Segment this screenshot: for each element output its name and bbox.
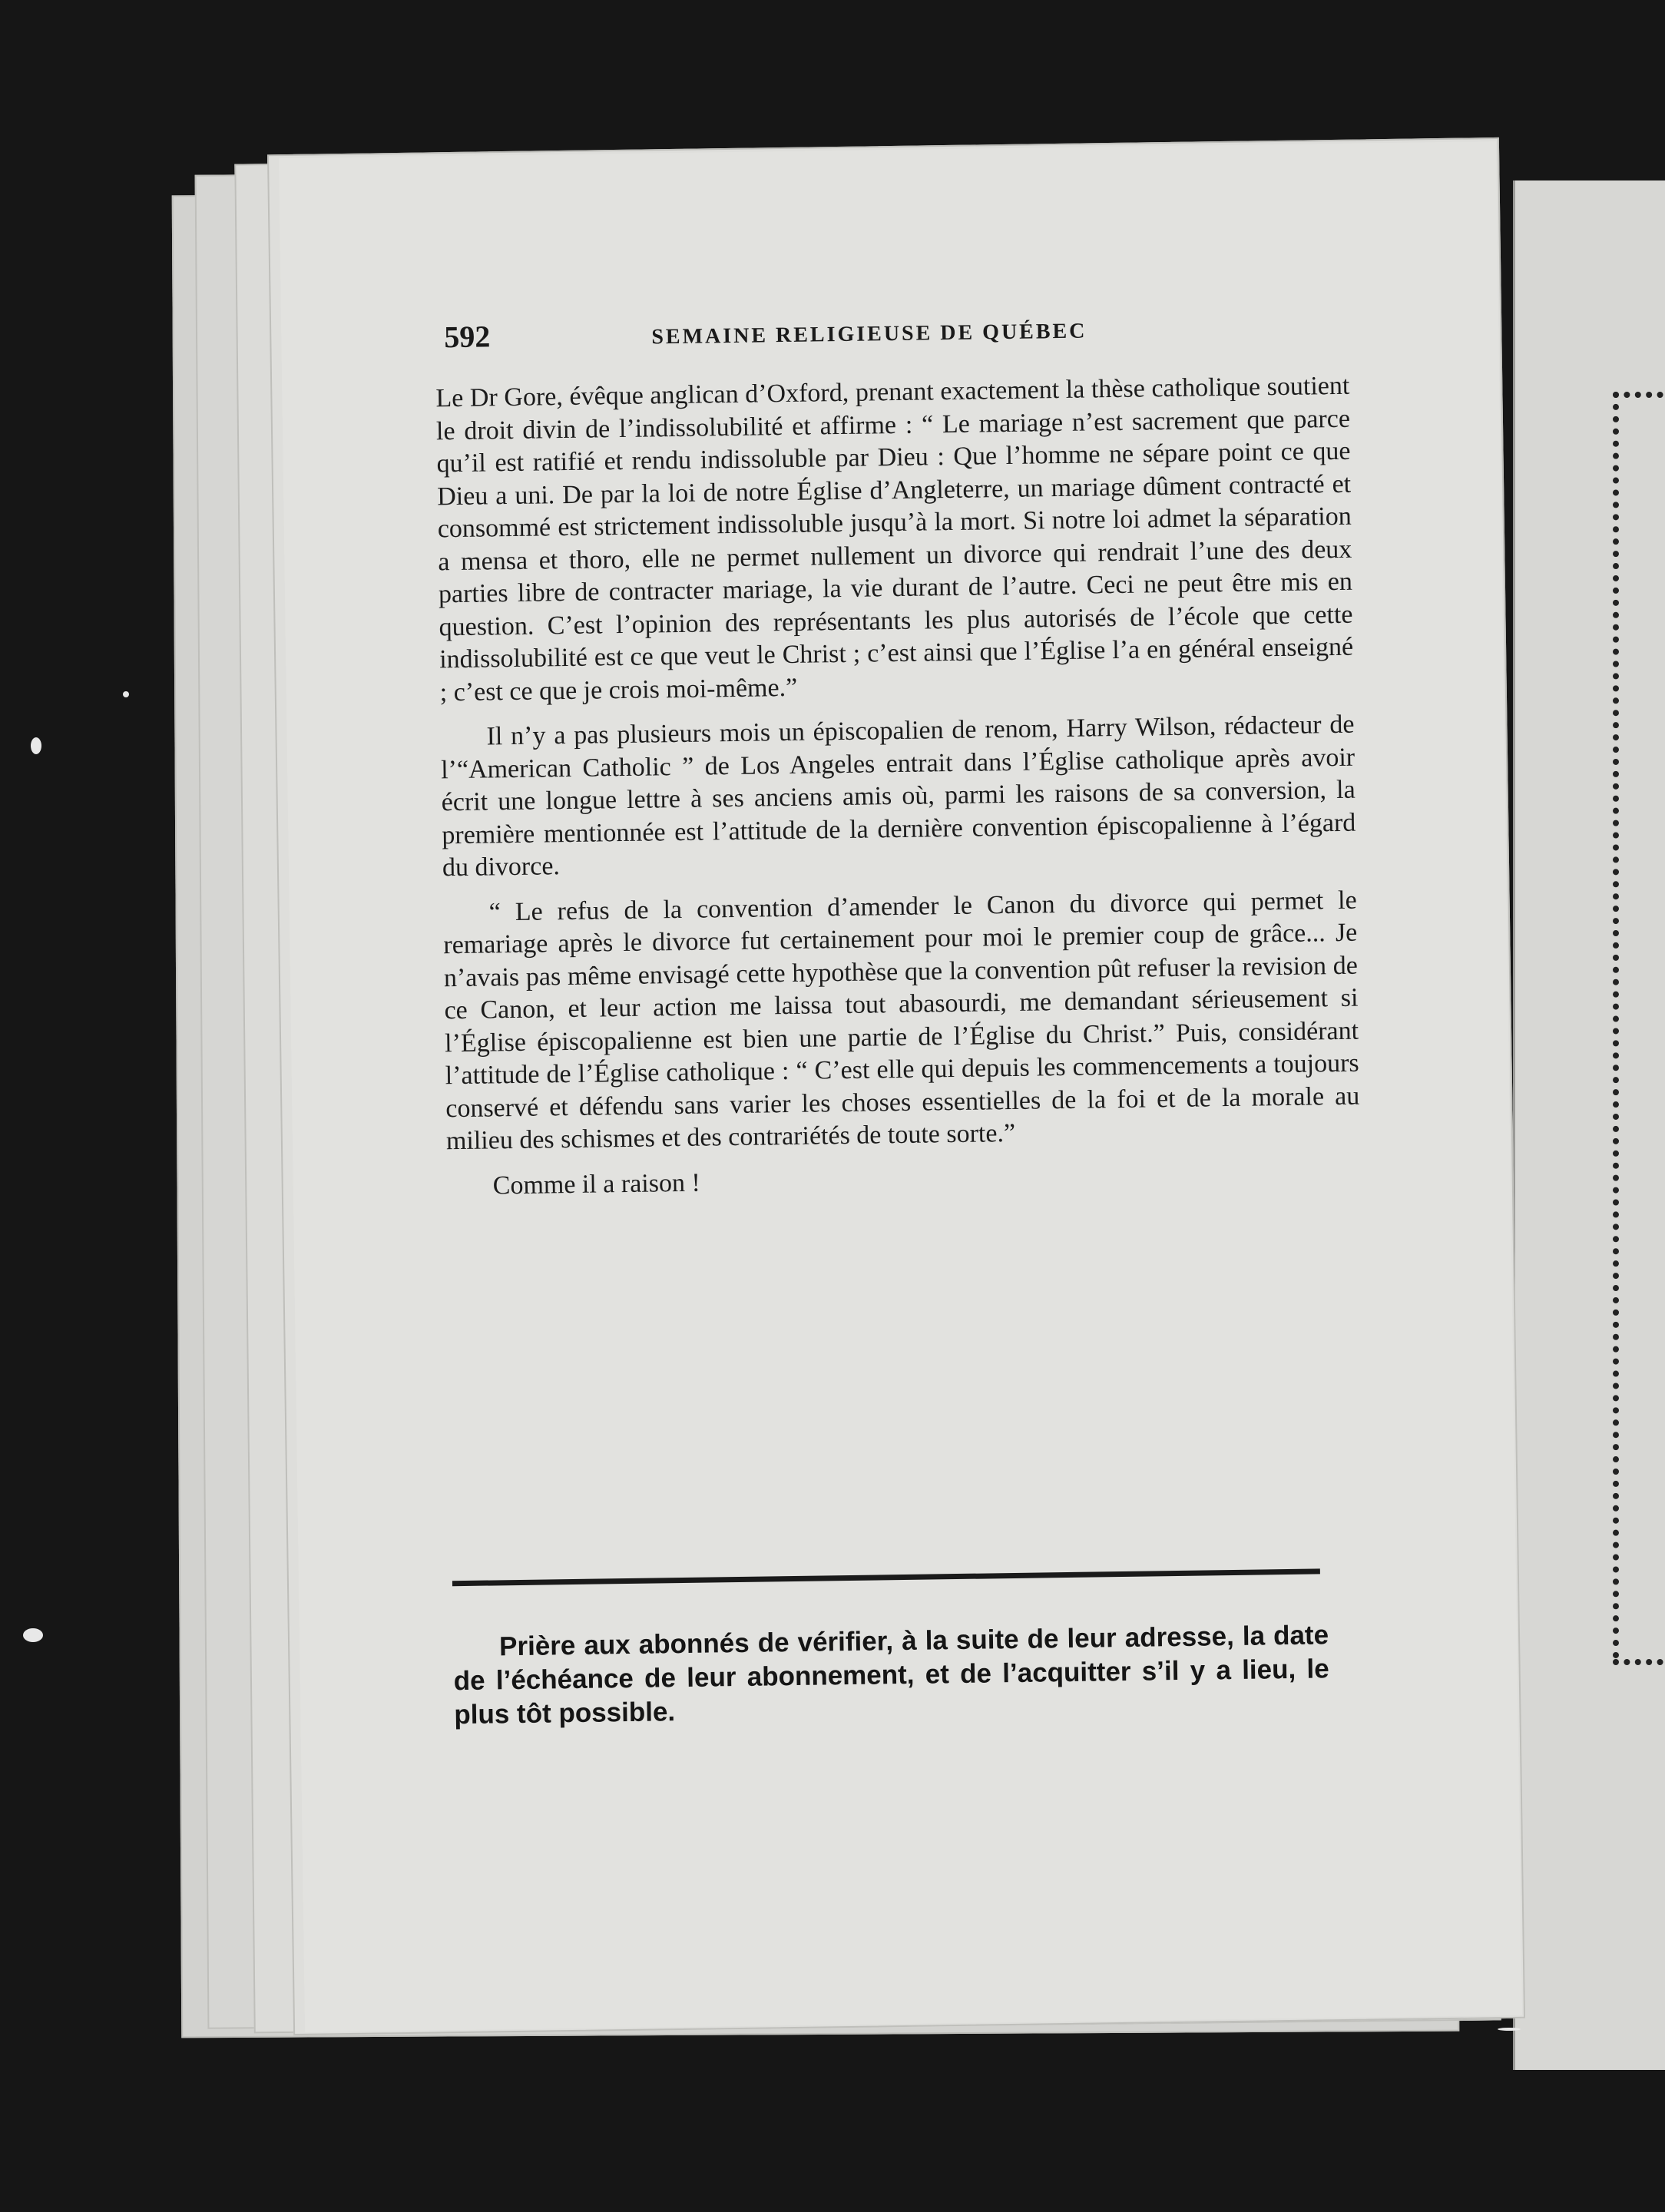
ornamental-border-top bbox=[1613, 392, 1665, 398]
ornamental-border-bottom bbox=[1613, 1659, 1665, 1665]
document-page bbox=[279, 141, 1522, 2032]
dust-speck bbox=[31, 737, 41, 754]
paragraph: Il n’y a pas plusieurs mois un épiscopalien de renom, Harry Wilson, rédacteur de l’“American Catholic ” de Los Angeles entrait dans l’Église catholique après avoir écrit une longue lettre à ses anciens amis où, parmi les raisons de sa conversion, la première mentionnée est l’attitude de la dernière convention épiscopalienne à l’égard du divorce. bbox=[440, 710, 1356, 882]
page-header bbox=[444, 306, 1412, 358]
paragraph: “ Le refus de la convention d’amender le Canon du divorce qui permet le remariage après le divorce fut certainement pour moi le premier coup de grâce... Je n’avais pas même envisagé cette hypothèse que la convention pût refuser la revision de ce Canon, et leur action me laissa tout abasourdi, me demandant sérieusement si l’Église épiscopalienne est bien une partie de l’Église du Christ.” Puis, considérant l’attitude de l’Église catholique : “ C’est elle qui depuis les commencements a toujours conservé et défendu sans varier les choses essentielles de la foi et de la morale au milieu des schismes et des contrariétés de toute sorte.” bbox=[443, 886, 1360, 1156]
separator-rule bbox=[452, 1568, 1320, 1586]
body-text bbox=[435, 370, 1361, 1216]
subscription-notice: Prière aux abonnés de vérifier, à la suite de leur adresse, la date de l’échéance de leur abonnement, et de l’acquitter s’il y a lieu, le plus tôt possible. bbox=[453, 1620, 1329, 1730]
closing-remark: Comme il a raison ! bbox=[492, 1168, 701, 1200]
dust-speck bbox=[23, 1628, 43, 1642]
page-number: 592 bbox=[443, 319, 491, 355]
adjacent-page-edge bbox=[1513, 180, 1665, 2070]
dust-speck bbox=[123, 691, 129, 697]
paragraph: Le Dr Gore, évêque anglican d’Oxford, prenant exactement la thèse catholique soutient le droit divin de l’indissolubilité et affirme : “ Le mariage n’est sacrement que parce qu’il est ratifié et rendu indissoluble par Dieu : Que l’homme ne sépare point ce que Dieu a uni. De par la loi de notre Église d’Angleterre, un mariage dûment contracté et consommé est strictement indissoluble jusqu’à la mort. Si notre loi admet la séparation a mensa et thoro, elle ne permet nullement un divorce qui rendrait l’une des deux parties libre de contracter mariage, la vie durant de l’autre. Ceci ne peut être mis en question. C’est l’opinion des représentants les plus autorisés de l’école que cette indissolubilité est ce que veut le Christ ; c’est ainsi que l’Église l’a en général enseigné ; c’est ce que je crois moi-même.” bbox=[435, 371, 1354, 707]
running-title: SEMAINE RELIGIEUSE DE QUÉBEC bbox=[651, 319, 1087, 349]
dust-speck bbox=[1498, 2028, 1521, 2031]
ornamental-border bbox=[1613, 392, 1633, 1659]
